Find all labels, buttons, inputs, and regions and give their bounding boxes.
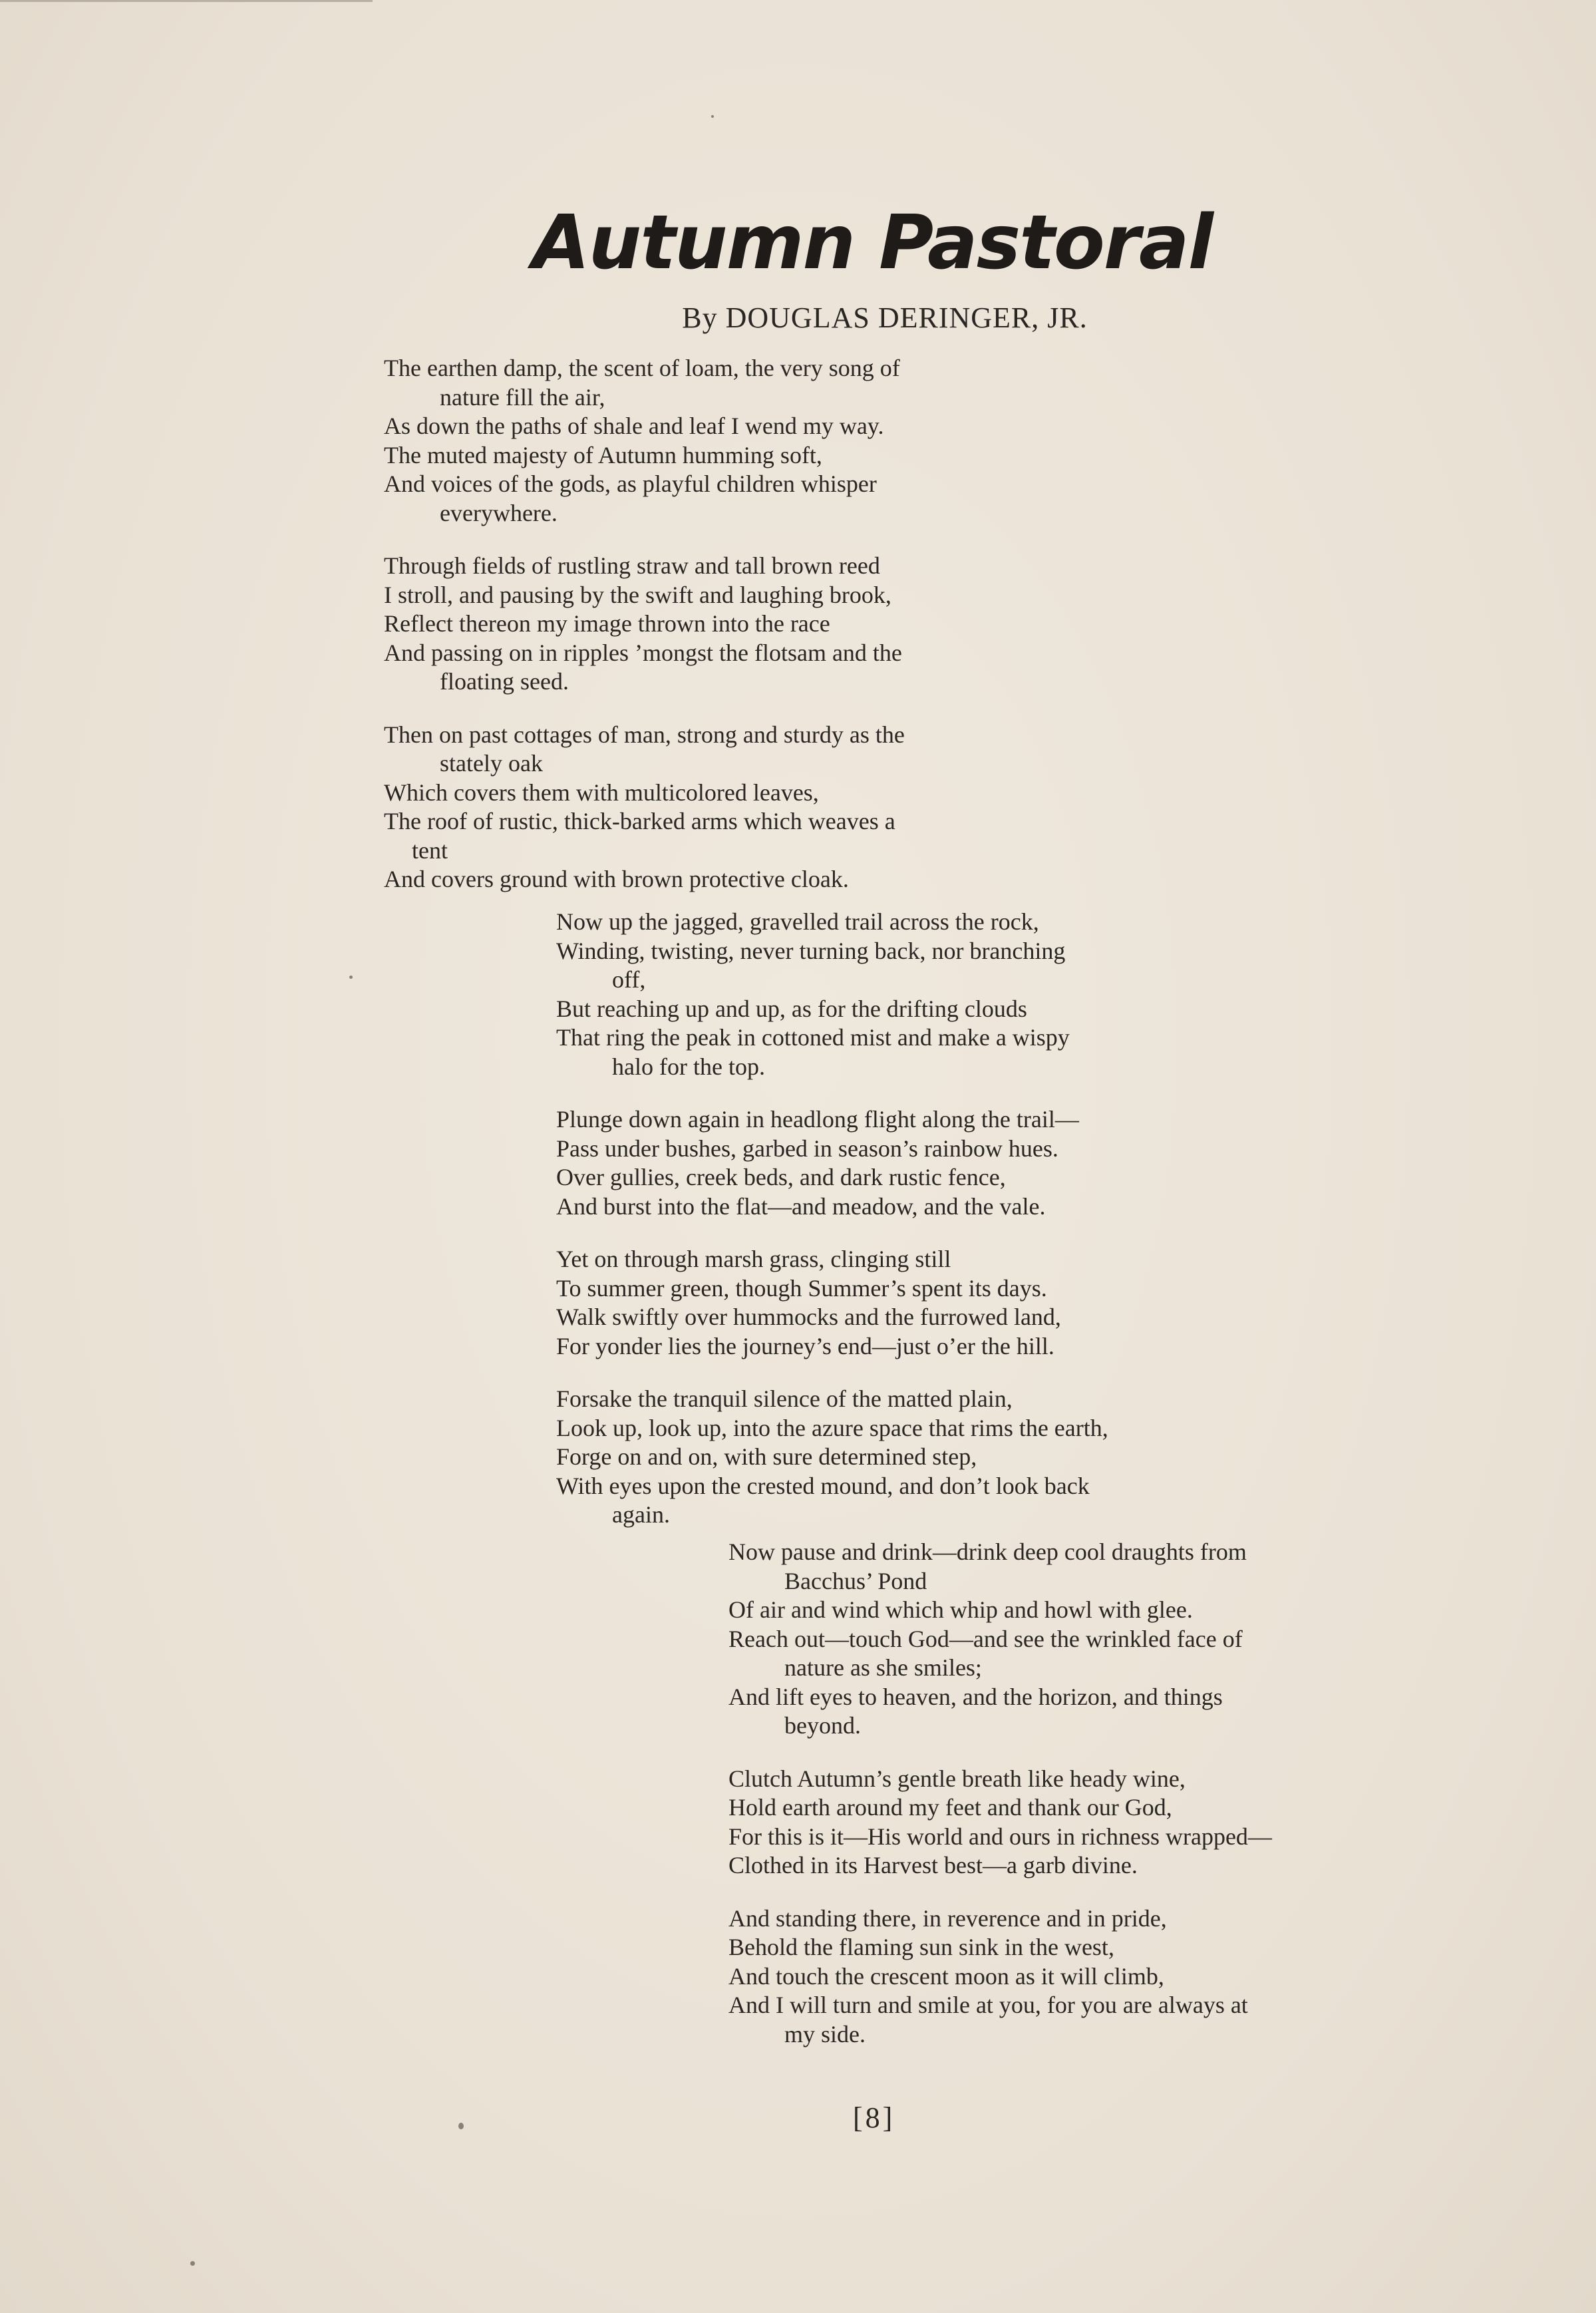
poem-line-continuation: stately oak: [440, 750, 543, 777]
poem-line: Forsake the tranquil silence of the matted plain,: [556, 1385, 1013, 1412]
poem-line: And voices of the gods, as playful children whisper: [384, 470, 877, 497]
poem-line-continuation: everywhere.: [440, 499, 558, 526]
stanza-9: [728, 1765, 1394, 1880]
poem-line: The earthen damp, the scent of loam, the very song of: [384, 355, 900, 381]
poem-line-continuation: floating seed.: [440, 668, 569, 695]
poem-line: Behold the flaming sun sink in the west,: [728, 1934, 1114, 1960]
stanza-group-1: [384, 354, 1049, 918]
stanza-10: [728, 1904, 1394, 2049]
poem-line: And lift eyes to heaven, and the horizon, and things: [728, 1683, 1223, 1710]
page-number: [8]: [853, 2101, 895, 2134]
poem-line-continuation: Bacchus’ Pond: [784, 1567, 927, 1594]
poem-line: And passing on in ripples ’mongst the flotsam and the: [384, 639, 902, 666]
ink-speck: [711, 115, 714, 118]
poem-line: With eyes upon the crested mound, and don’t look back: [556, 1472, 1090, 1499]
ink-speck: [349, 976, 353, 979]
poem-byline: By DOUGLAS DERINGER, JR.: [682, 301, 1088, 334]
poem-line: And I will turn and smile at you, for you are always at: [728, 1992, 1248, 2018]
poem-line-continuation: beyond.: [784, 1712, 861, 1739]
poem-line-continuation: nature fill the air,: [440, 383, 605, 411]
poem-line: And covers ground with brown protective cloak.: [384, 866, 849, 892]
poem-line-continuation: tent: [412, 836, 448, 864]
poem-line: Forge on and on, with sure determined step,: [556, 1443, 977, 1470]
poem-line: Which covers them with multicolored leaves,: [384, 779, 819, 806]
stanza-group-3: [728, 1538, 1394, 2073]
poem-line-continuation: my side.: [784, 2020, 866, 2047]
poem-line: Yet on through marsh grass, clinging still: [556, 1246, 951, 1272]
stanza-1: [384, 354, 1049, 528]
poem-line: And standing there, in reverence and in pride,: [728, 1904, 1167, 1932]
poem-line: Clutch Autumn’s gentle breath like heady wine,: [728, 1765, 1186, 1792]
stanza-4: [556, 908, 1221, 1081]
poem-line: Reflect thereon my image thrown into the race: [384, 610, 830, 637]
poem-line: For yonder lies the journey’s end—just o’er the hill.: [556, 1332, 1054, 1359]
poem-line: Reach out—touch God—and see the wrinkled face of: [728, 1625, 1243, 1652]
poem-line: And touch the crescent moon as it will climb,: [728, 1962, 1164, 1990]
poem-line: Hold earth around my feet and thank our God,: [728, 1794, 1172, 1821]
ink-speck: [458, 2123, 464, 2129]
poem-line: Walk swiftly over hummocks and the furrowed land,: [556, 1304, 1061, 1330]
poem-line: Clothed in its Harvest best—a garb divine.: [728, 1852, 1138, 1878]
stanza-3: [384, 721, 1049, 894]
poem-line: To summer green, though Summer’s spent its days.: [556, 1274, 1047, 1302]
poem-line: Look up, look up, into the azure space that rims the earth,: [556, 1414, 1108, 1441]
poem-line: Winding, twisting, never turning back, nor branching: [556, 937, 1066, 964]
poem-line-continuation: nature as she smiles;: [784, 1654, 982, 1681]
stanza-group-2: [556, 908, 1221, 1554]
poem-line: The roof of rustic, thick-barked arms which weaves a: [384, 808, 895, 834]
poem-line: Then on past cottages of man, strong and sturdy as the: [384, 721, 905, 748]
poem-line: Plunge down again in headlong flight along the trail—: [556, 1106, 1079, 1133]
page-edge-line: [0, 0, 373, 2]
poem-line-continuation: again.: [612, 1501, 670, 1528]
poem-line: As down the paths of shale and leaf I wend my way.: [384, 413, 884, 439]
poem-title: Autumn Pastoral: [532, 200, 1212, 286]
poem-line: That ring the peak in cottoned mist and make a wispy: [556, 1024, 1070, 1051]
stanza-6: [556, 1245, 1221, 1361]
stanza-7: [556, 1385, 1221, 1530]
poem-line-continuation: off,: [612, 966, 646, 993]
ink-speck: [190, 2261, 195, 2266]
stanza-2: [384, 552, 1049, 697]
poem-line: I stroll, and pausing by the swift and laughing brook,: [384, 581, 891, 608]
poem-line: But reaching up and up, as for the drifting clouds: [556, 995, 1027, 1022]
poem-line: The muted majesty of Autumn humming soft,: [384, 441, 822, 468]
poem-line: Through fields of rustling straw and tall brown reed: [384, 552, 880, 579]
poem-line-continuation: halo for the top.: [612, 1053, 765, 1080]
poem-line: For this is it—His world and ours in richness wrapped—: [728, 1823, 1272, 1850]
poem-line: Of air and wind which whip and howl with glee.: [728, 1596, 1193, 1623]
poem-line: Over gullies, creek beds, and dark rustic fence,: [556, 1164, 1006, 1190]
poem-line: Now pause and drink—drink deep cool draughts from: [728, 1538, 1247, 1565]
poem-line: And burst into the flat—and meadow, and the vale.: [556, 1192, 1046, 1220]
poem-line: Now up the jagged, gravelled trail across the rock,: [556, 908, 1039, 935]
stanza-5: [556, 1105, 1221, 1221]
poem-line: Pass under bushes, garbed in season’s rainbow hues.: [556, 1135, 1058, 1162]
stanza-8: [728, 1538, 1394, 1741]
